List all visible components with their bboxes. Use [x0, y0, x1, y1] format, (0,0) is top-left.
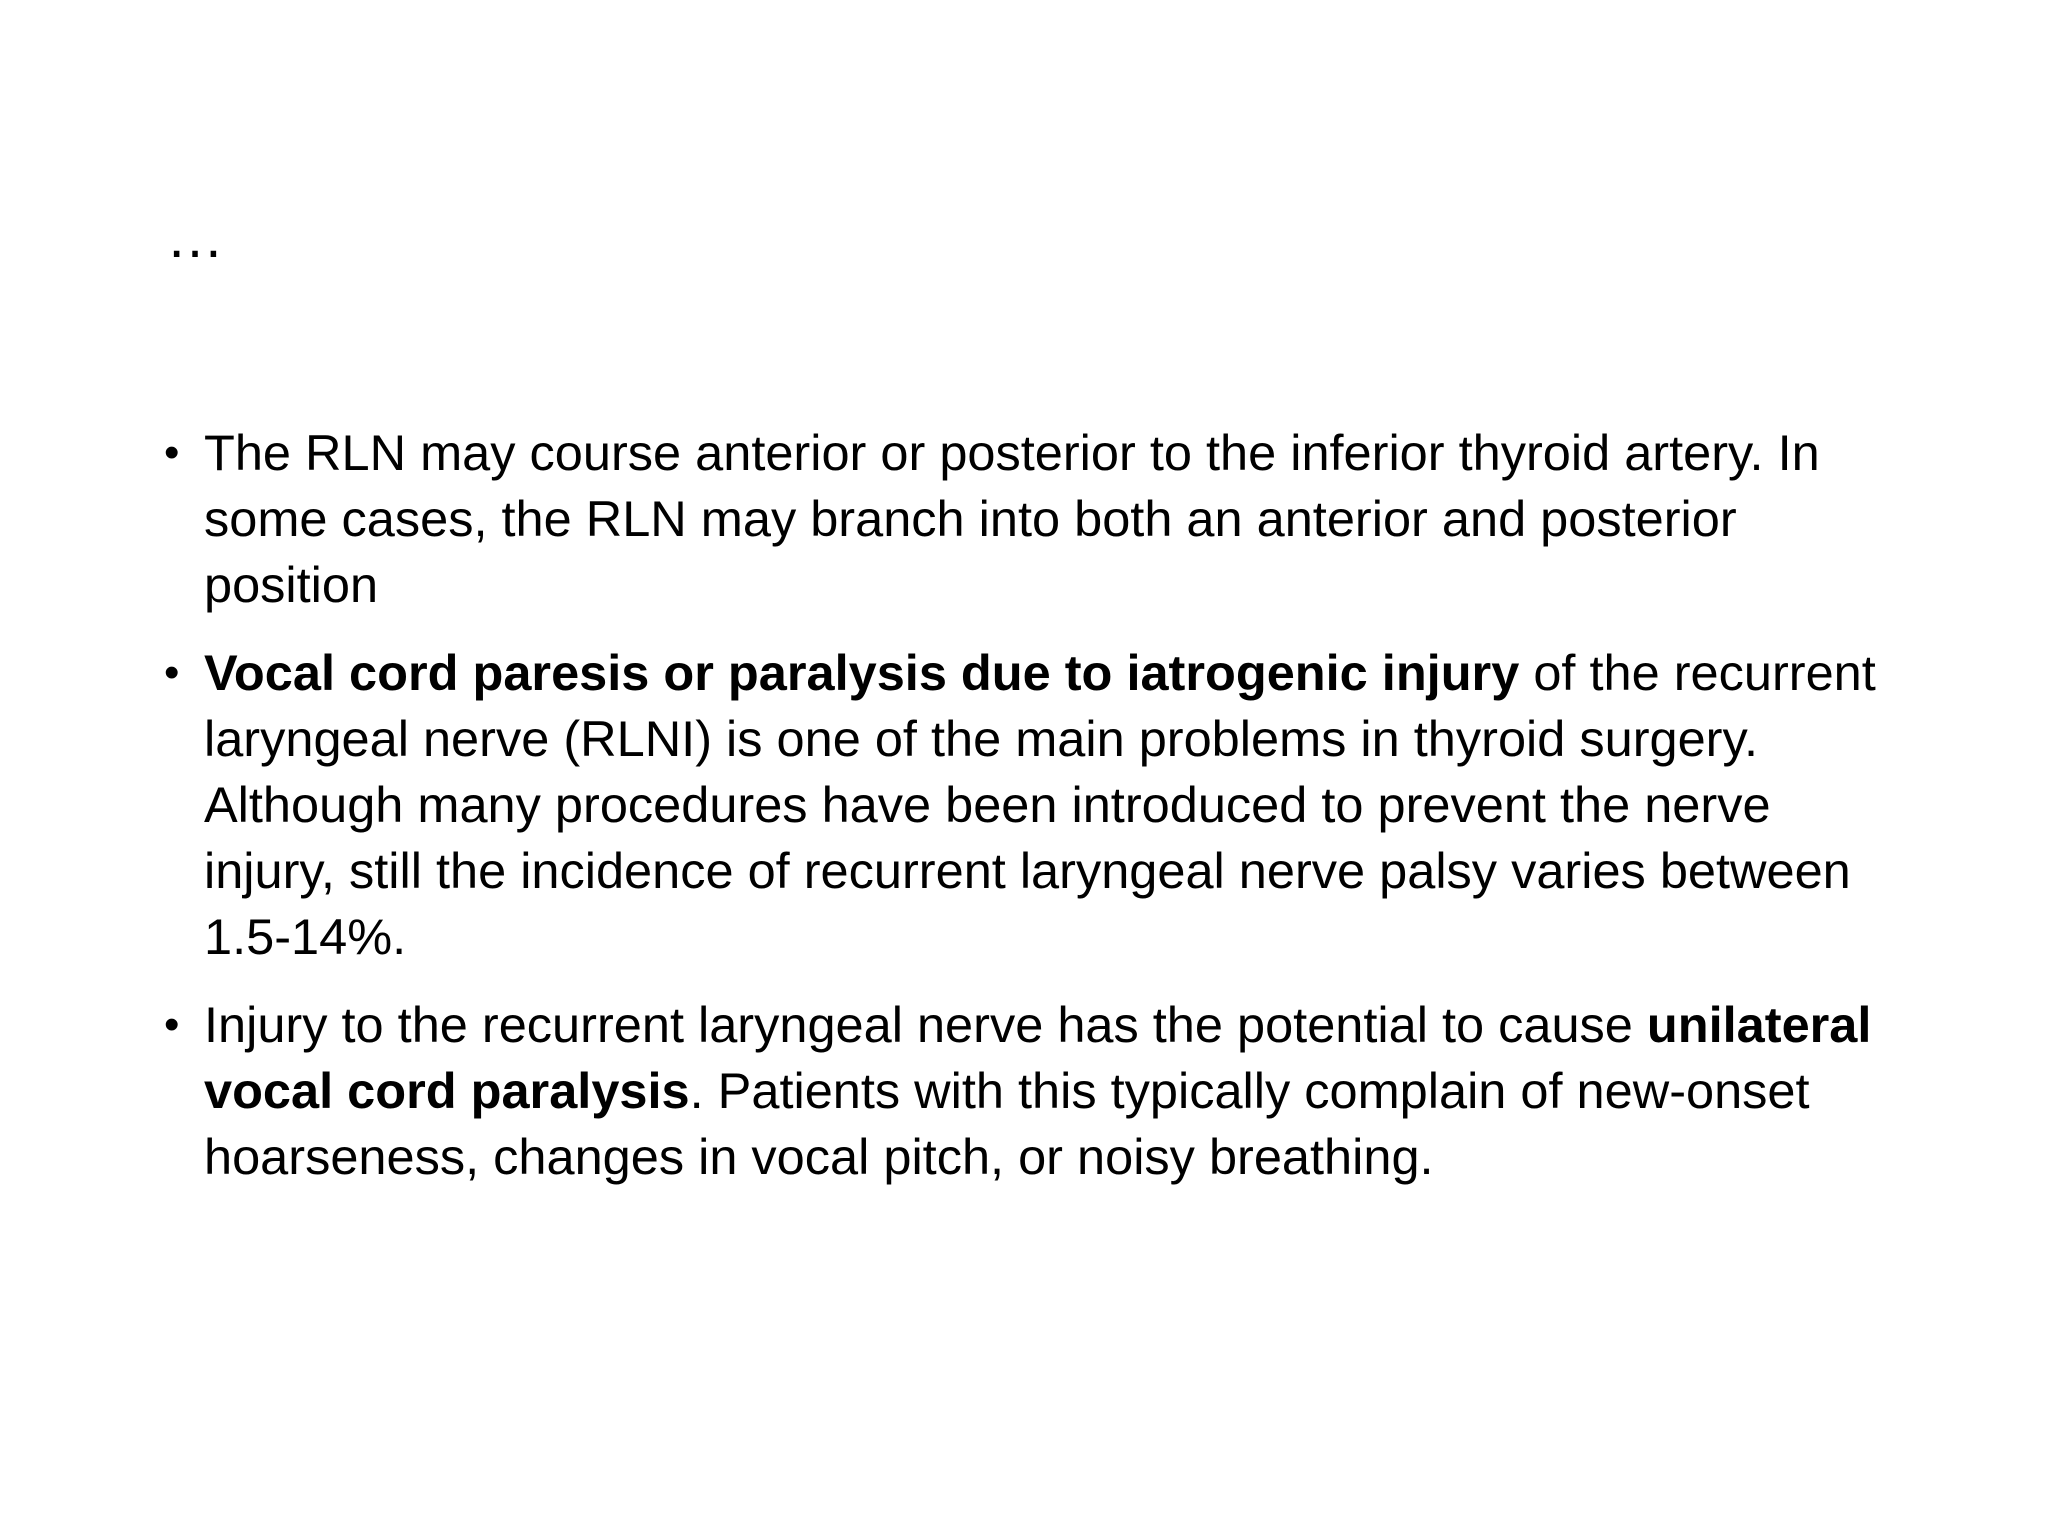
- bullet-icon: •: [164, 648, 180, 697]
- bullet-item: [164, 420, 1904, 618]
- bullet-text-tail: . Patients with this typically complain of new-onset hoarseness, changes in vocal pitch, or noisy breathing.: [204, 1062, 1810, 1185]
- bullet-item: [164, 992, 1904, 1190]
- bullet-text-lead: Injury to the recurrent laryngeal nerve has the potential to cause: [204, 996, 1647, 1053]
- bullet-icon: •: [164, 428, 180, 477]
- slide-title: …: [166, 205, 226, 270]
- bullet-list: [164, 420, 1904, 1212]
- bullet-text-bold: Vocal cord paresis or paralysis due to iatrogenic injury: [204, 644, 1520, 701]
- bullet-text-tail: of the recurrent laryngeal nerve (RLNI) is one of the main problems in thyroid surgery. Although many procedures have been introduced to prevent the nerve injury, still the incidence of recurrent laryngeal nerve palsy varies between 1.5-14%.: [204, 644, 1876, 965]
- bullet-text-bold: unilateral vocal cord paralysis: [204, 996, 1872, 1119]
- bullet-icon: •: [164, 1000, 180, 1049]
- bullet-item: [164, 640, 1904, 970]
- bullet-text-lead: The RLN may course anterior or posterior to the inferior thyroid artery. In some cases, the RLN may branch into both an anterior and posterior position: [204, 424, 1820, 613]
